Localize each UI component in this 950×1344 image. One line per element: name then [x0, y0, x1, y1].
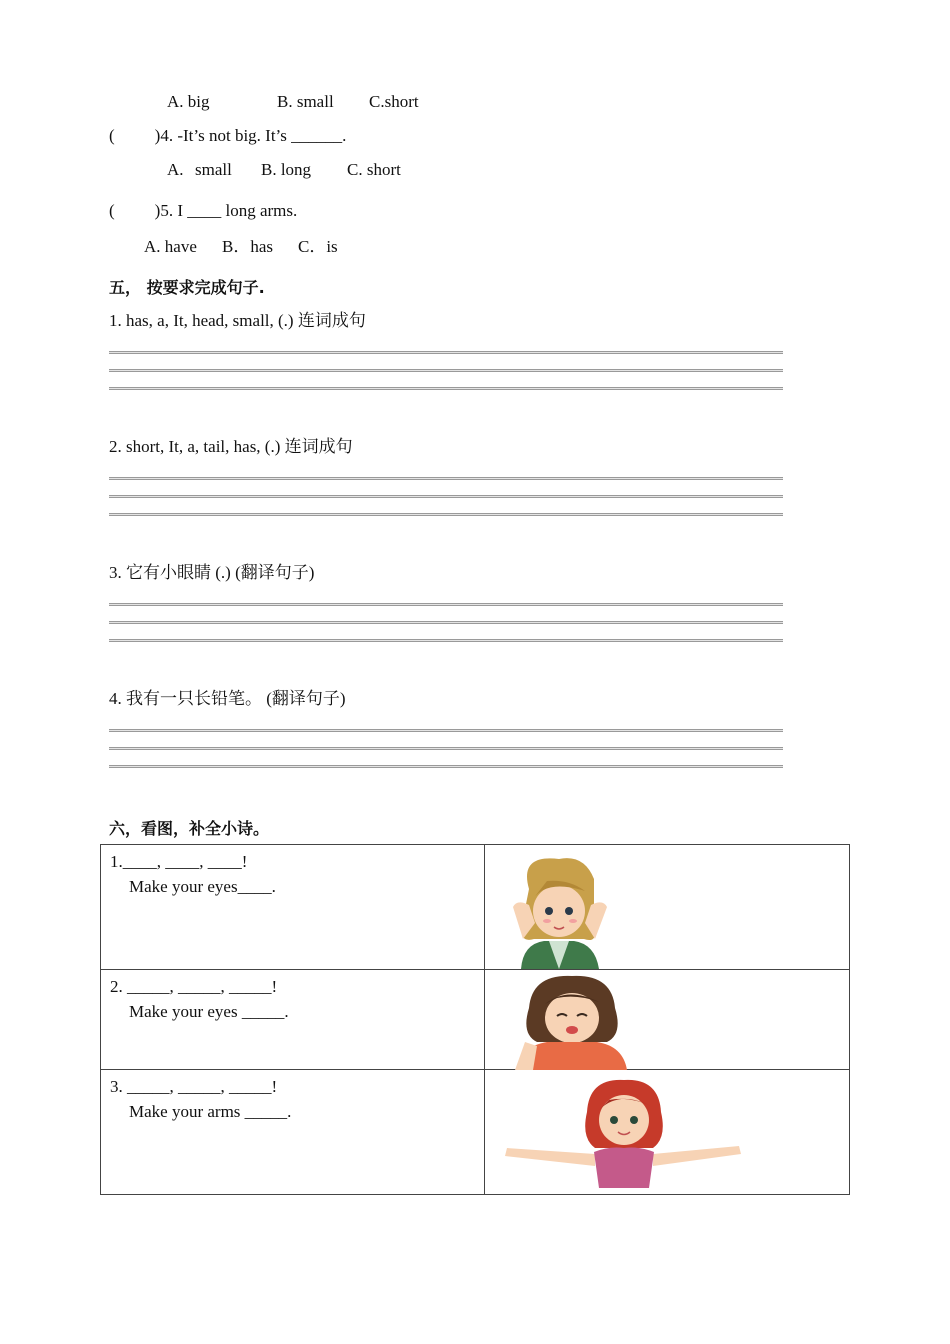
q4-text: )4. -It’s not big. It’s ______. [154, 126, 347, 145]
girl-hands-around-eyes-illustration [499, 849, 639, 969]
poem-row [101, 845, 850, 970]
girl-smiling-eyes-closed-illustration [507, 972, 637, 1070]
s5-item-2: 2. short, It, a, tail, has, (.) 连词成句 [109, 437, 353, 456]
q4-paren: ( [109, 126, 115, 145]
q5-options [144, 232, 338, 257]
poem-image-cell-3 [485, 1070, 850, 1195]
poem-image-cell-2 [485, 970, 850, 1070]
poem-image-cell-1 [485, 845, 850, 970]
s5-answer-lines-2[interactable] [109, 477, 783, 531]
poem-text-cell-1 [101, 845, 485, 970]
poem-3-line-2: Make your arms _____. [129, 1102, 292, 1121]
q5-option-a: A. have [144, 237, 197, 256]
poem-2-line-2: Make your eyes _____. [129, 1002, 289, 1021]
question-4 [109, 126, 346, 146]
poem-2-line-1: 2. _____, _____, _____! [110, 977, 278, 996]
q5-paren: ( [109, 201, 115, 220]
q3-options [167, 92, 419, 112]
poem-text-cell-3 [101, 1070, 485, 1195]
poem-row [101, 1070, 850, 1195]
q4-option-b: B. long [261, 160, 312, 179]
section-5-title: 五， 按要求完成句子. [109, 278, 265, 297]
s5-answer-lines-3[interactable] [109, 603, 783, 657]
s5-answer-lines-1[interactable] [109, 351, 783, 405]
poem-1-line-1: 1.____, ____, ____! [110, 852, 248, 871]
poem-1-line-2: Make your eyes____. [129, 877, 276, 896]
q4-option-a-word: small [195, 160, 232, 179]
question-5 [109, 201, 297, 221]
s5-item-4: 4. 我有一只长铅笔。 (翻译句子) [109, 689, 346, 708]
q4-options [167, 160, 401, 180]
q4-option-a-letter: A. [167, 160, 184, 179]
q5-text: )5. I ____ long arms. [154, 201, 298, 220]
poem-text-cell-2 [101, 970, 485, 1070]
s5-item-1: 1. has, a, It, head, small, (.) 连词成句 [109, 311, 366, 330]
section-6-title: 六，看图，补全小诗。 [109, 819, 270, 838]
s5-answer-lines-4[interactable] [109, 729, 783, 783]
poem-3-line-1: 3. _____, _____, _____! [110, 1077, 278, 1096]
q5-option-c: C．is [298, 237, 338, 256]
q3-option-c: C.short [369, 92, 419, 111]
q3-option-a: A. big [167, 92, 210, 111]
girl-arms-outstretched-illustration [499, 1076, 749, 1191]
q5-option-b: B．has [222, 237, 273, 256]
poem-row [101, 970, 850, 1070]
poem-table [100, 844, 850, 1195]
q4-option-c: C. short [347, 160, 401, 179]
q3-option-b: B. small [277, 92, 334, 111]
s5-item-3: 3. 它有小眼睛 (.) (翻译句子) [109, 563, 315, 582]
